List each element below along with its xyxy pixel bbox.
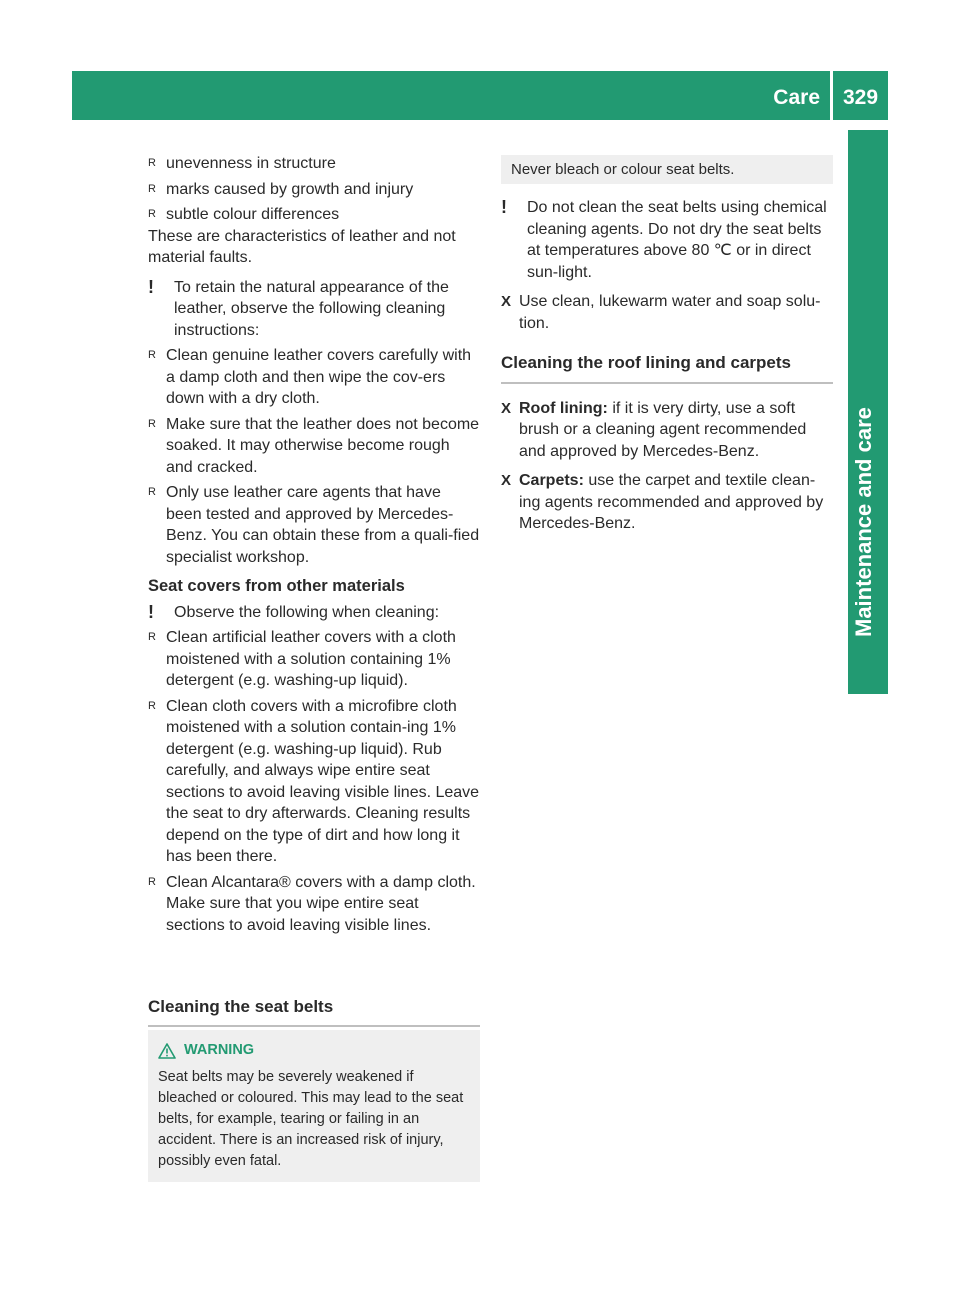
- list-item: R Make sure that the leather does not become soaked. It may otherwise become rough and cracked.: [148, 415, 480, 476]
- step-icon: X: [501, 293, 512, 310]
- side-tab-label: Maintenance and care: [851, 407, 876, 637]
- caution-note: ! To retain the natural appearance of the leather, observe the following cleaning instructions:: [148, 276, 449, 339]
- list-item: R Only use leather care agents that have been tested and approved by Mercedes-Benz. You can obtain these from a quali-fied specialist workshop.: [148, 484, 480, 566]
- caution-icon: !: [501, 197, 507, 217]
- instruction-step: X Use clean, lukewarm water and soap solu-tion.: [501, 293, 821, 332]
- list-item: R marks caused by growth and injury: [148, 179, 480, 201]
- instruction-step: X Carpets: use the carpet and textile clean-ing agents recommended and approved by Mercedes-Benz.: [501, 472, 824, 532]
- bullet-icon: R: [148, 875, 156, 888]
- step-icon: X: [501, 472, 512, 489]
- bullet-icon: R: [148, 486, 156, 498]
- list-item: R Clean artificial leather covers with a cloth moistened with a solution containing 1% detergent (e.g. washing-up liquid).: [148, 629, 456, 689]
- bullet-icon: R: [148, 349, 156, 361]
- warning-triangle-icon: [158, 1043, 176, 1059]
- note-text: These are characteristics of leather and not material faults.: [148, 227, 456, 266]
- caution-note: ! Observe the following when cleaning:: [148, 601, 440, 622]
- warning-header: [158, 1040, 470, 1061]
- header-bar: [72, 71, 888, 120]
- left-column: [148, 153, 480, 936]
- thumb-index-block: [848, 642, 888, 694]
- info-note-text: Never bleach or colour seat belts.: [511, 161, 735, 178]
- instruction-step: X Roof lining: if it is very dirty, use a soft brush or a cleaning agent recommended and approved by Mercedes-Benz.: [501, 399, 807, 460]
- section-title: Care: [773, 86, 820, 109]
- seat-belts-section: [148, 997, 480, 1027]
- heading-seat-covers: Seat covers from other materials: [148, 577, 405, 595]
- step-icon: X: [501, 399, 512, 417]
- list-item: R Clean Alcantara® covers with a damp cloth. Make sure that you wipe entire seat sections to avoid leaving visible lines.: [148, 873, 476, 934]
- list-item: R Clean genuine leather covers carefully with a damp cloth and then wipe the cov-ers down with a dry cloth.: [148, 347, 472, 407]
- heading-seat-belts: Cleaning the seat belts: [148, 997, 480, 1027]
- caution-icon: !: [148, 601, 154, 622]
- info-note-box: [501, 155, 833, 184]
- warning-box: [148, 1030, 480, 1182]
- list-item: R subtle colour differences: [148, 204, 480, 226]
- caution-note: ! Do not clean the seat belts using chemical cleaning agents. Do not dry the seat belts at temperatures above 80 ℃ or in direct sun-light.: [501, 197, 827, 281]
- page-number: 329: [842, 86, 879, 109]
- bullet-icon: R: [148, 699, 156, 712]
- list-item: R Clean cloth covers with a microfibre cloth moistened with a solution contain-ing 1% detergent (e.g. washing-up liquid). Rub carefully, and always wipe entire seat sections to avoid leaving visible lines. Leave the seat to dry afterwards. Cleaning results depend on the type of dirt and how long it has been there.: [148, 697, 480, 865]
- right-column: [501, 197, 833, 535]
- warning-text: Seat belts may be severely weakened if bleached or coloured. This may lead to the seat belts, for example, tearing or failing in an accident. There is an increased risk of injury, possibly even fatal.: [158, 1069, 464, 1169]
- bullet-icon: R: [148, 182, 156, 195]
- bullet-icon: R: [148, 631, 156, 643]
- heading-roof-carpets: Cleaning the roof lining and carpets: [501, 352, 833, 384]
- warning-label: WARNING: [184, 1042, 255, 1058]
- bullet-icon: R: [148, 208, 156, 220]
- list-item: R unevenness in structure: [148, 153, 480, 175]
- bullet-icon: R: [148, 157, 156, 169]
- bullet-icon: R: [148, 417, 156, 430]
- caution-icon: !: [148, 276, 154, 297]
